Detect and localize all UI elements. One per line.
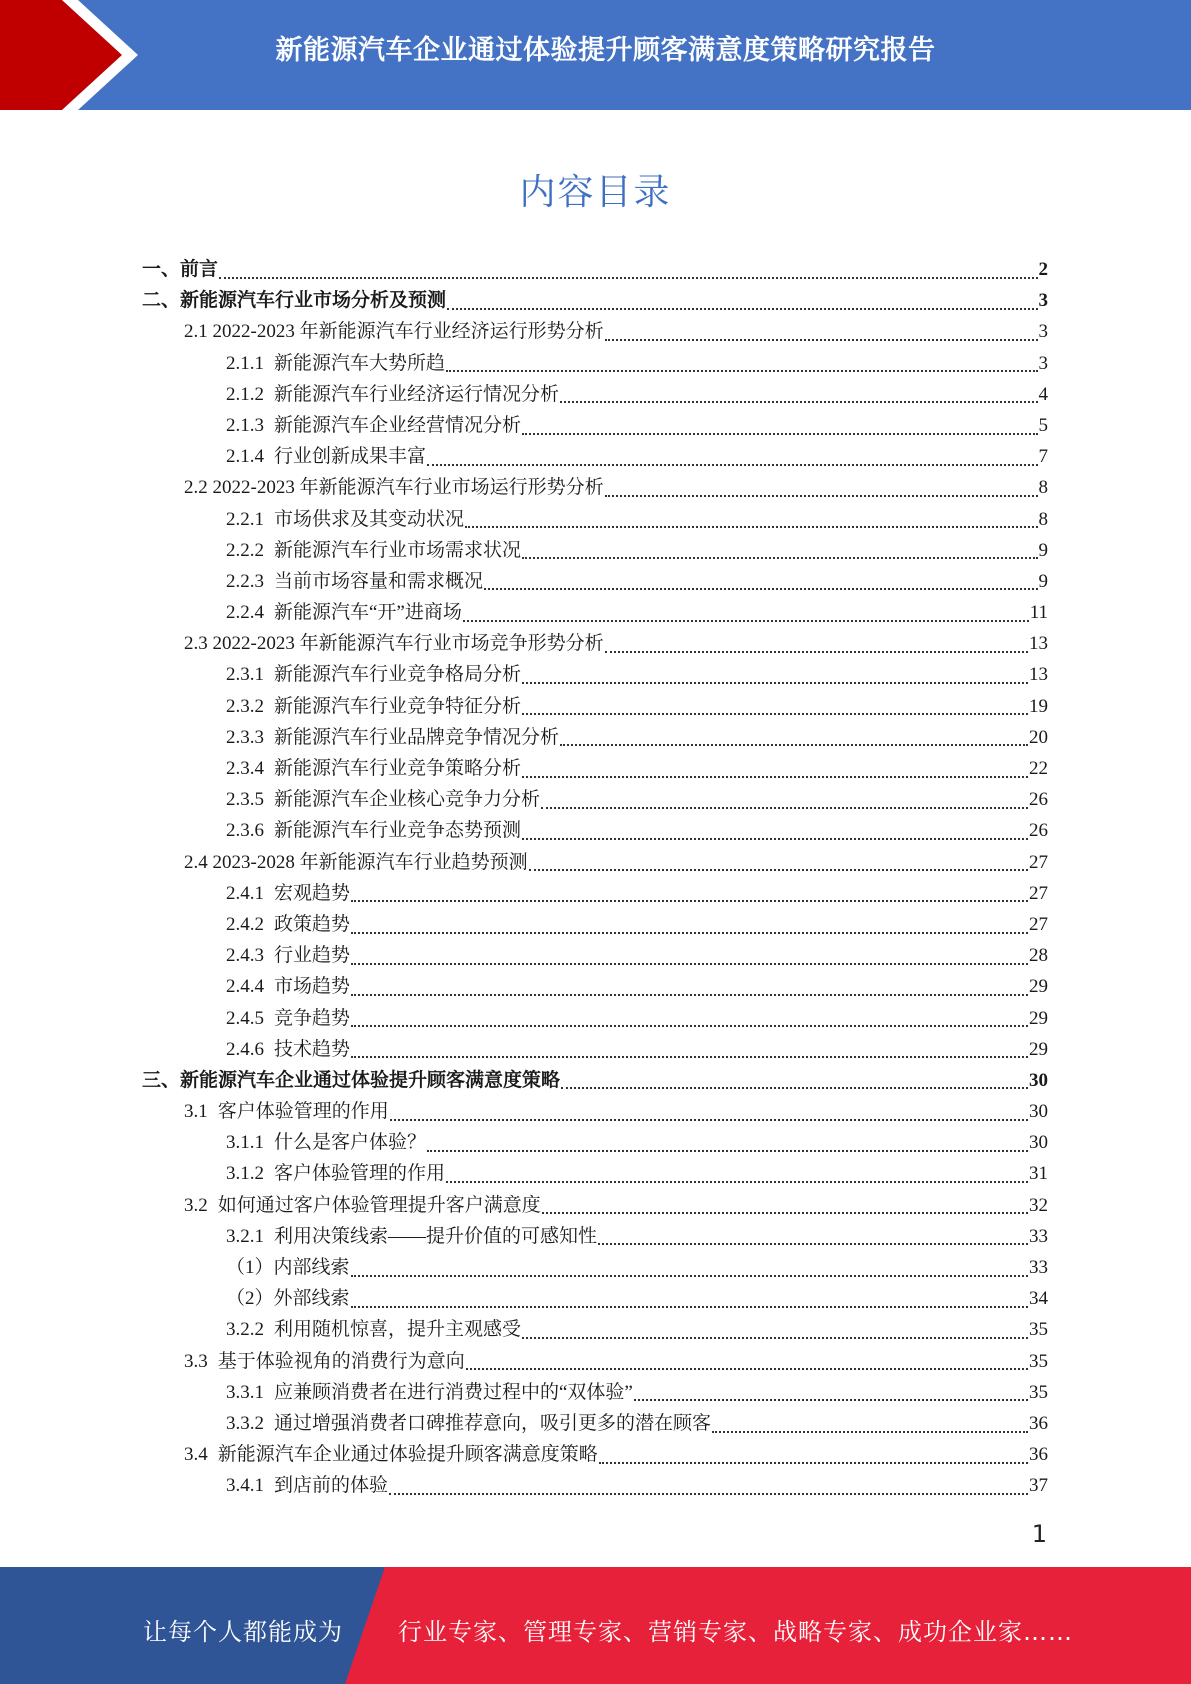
toc-entry-title bbox=[226, 1470, 388, 1501]
toc-leader-dots bbox=[598, 1243, 1028, 1245]
toc-entry-number: 3.2.2 bbox=[226, 1319, 264, 1341]
toc-entry-page: 9 bbox=[1038, 570, 1048, 592]
toc-leader-dots bbox=[351, 1306, 1028, 1308]
toc-entry[interactable] bbox=[142, 535, 1048, 566]
toc-entry[interactable] bbox=[142, 348, 1048, 379]
toc-entry[interactable] bbox=[142, 285, 1048, 316]
toc-entry-number: 2.2.2 bbox=[226, 539, 264, 561]
toc-entry-page: 3 bbox=[1038, 290, 1048, 312]
toc-entry-label: 利用随机惊喜，提升主观感受 bbox=[274, 1319, 522, 1341]
toc-leader-dots bbox=[351, 994, 1028, 996]
toc-entry-number: 2.1.4 bbox=[226, 446, 264, 468]
toc-entry-page: 37 bbox=[1029, 1475, 1048, 1497]
toc-entry-label: 新能源汽车企业经营情况分析 bbox=[274, 414, 522, 436]
toc-leader-dots bbox=[427, 1150, 1028, 1152]
toc-entry[interactable] bbox=[142, 441, 1048, 472]
toc-leader-dots bbox=[351, 932, 1028, 934]
toc-entry-label: 2.1 2022-2023 年新能源汽车行业经济运行形势分析 bbox=[184, 321, 604, 343]
toc-entry[interactable] bbox=[142, 815, 1048, 846]
toc-leader-dots bbox=[561, 1087, 1028, 1089]
toc-entry-page: 9 bbox=[1038, 539, 1048, 561]
toc-entry-label: 当前市场容量和需求概况 bbox=[274, 570, 484, 592]
toc-entry-title bbox=[226, 1314, 521, 1345]
toc-entry-label: 到店前的体验 bbox=[274, 1475, 389, 1497]
toc-entry[interactable] bbox=[142, 909, 1048, 940]
toc-leader-dots bbox=[351, 900, 1028, 902]
toc-leader-dots bbox=[351, 963, 1028, 965]
toc-entry-label: 市场供求及其变动状况 bbox=[274, 508, 465, 530]
toc-entry-page: 30 bbox=[1029, 1069, 1048, 1091]
toc-entry-page: 26 bbox=[1029, 820, 1048, 842]
toc-entry[interactable] bbox=[142, 940, 1048, 971]
toc-entry-number: 2.4.6 bbox=[226, 1038, 264, 1060]
toc-entry-label: 客户体验管理的作用 bbox=[274, 1163, 446, 1185]
toc-leader-dots bbox=[466, 1368, 1028, 1370]
toc-entry-page: 26 bbox=[1029, 789, 1048, 811]
toc-entry-number: 2.2.1 bbox=[226, 508, 264, 530]
toc-entry-title bbox=[226, 815, 521, 846]
toc-entry-title bbox=[142, 285, 446, 316]
toc-entry-number: 3.3 bbox=[184, 1350, 208, 1372]
toc-entry-number: 2.1.1 bbox=[226, 352, 264, 374]
toc-entry-page: 29 bbox=[1029, 1038, 1048, 1060]
toc-entry-page: 8 bbox=[1038, 477, 1048, 499]
toc-entry-title bbox=[226, 566, 483, 597]
toc-entry-number: 2.1.2 bbox=[226, 383, 264, 405]
toc-entry-page: 31 bbox=[1029, 1163, 1048, 1185]
toc-entry-label: 应兼顾消费者在进行消费过程中的“双体验” bbox=[274, 1381, 633, 1403]
toc-leader-dots bbox=[484, 588, 1037, 590]
toc-entry-page: 11 bbox=[1029, 602, 1048, 624]
toc-entry-title bbox=[184, 1439, 598, 1470]
toc-entry-page: 19 bbox=[1029, 695, 1048, 717]
toc-entry-title bbox=[184, 472, 604, 503]
toc-entry-label: 新能源汽车行业品牌竞争情况分析 bbox=[274, 726, 560, 748]
toc-leader-dots bbox=[542, 1212, 1028, 1214]
toc-entry-label: （2）外部线索 bbox=[226, 1288, 350, 1310]
toc-entry-page: 13 bbox=[1029, 664, 1048, 686]
toc-entry-title bbox=[226, 691, 521, 722]
toc-entry-title bbox=[226, 1034, 350, 1065]
toc-entry[interactable] bbox=[142, 628, 1048, 659]
toc-leader-dots bbox=[390, 1119, 1028, 1121]
toc-entry-title bbox=[226, 940, 350, 971]
toc-entry-number: 2.4.2 bbox=[226, 913, 264, 935]
toc-leader-dots bbox=[463, 620, 1029, 622]
toc-entry-page: 34 bbox=[1029, 1288, 1048, 1310]
toc-entry-number: 3.2.1 bbox=[226, 1225, 264, 1247]
toc-leader-dots bbox=[529, 869, 1028, 871]
toc-entry[interactable] bbox=[142, 1283, 1048, 1314]
toc-entry-page: 4 bbox=[1038, 383, 1048, 405]
toc-entry-number: 3.1.2 bbox=[226, 1163, 264, 1185]
toc-entry-label: 新能源汽车企业核心竞争力分析 bbox=[274, 789, 541, 811]
toc-entry[interactable] bbox=[142, 1439, 1048, 1470]
toc-entry-number: 2.3.5 bbox=[226, 789, 264, 811]
toc-entry-number: 3.1.1 bbox=[226, 1132, 264, 1154]
toc-leader-dots bbox=[605, 651, 1028, 653]
toc-entry[interactable] bbox=[142, 1190, 1048, 1221]
toc-leader-dots bbox=[446, 370, 1037, 372]
toc-entry[interactable] bbox=[142, 1096, 1048, 1127]
toc-leader-dots bbox=[351, 1025, 1028, 1027]
toc-leader-dots bbox=[522, 776, 1028, 778]
toc-leader-dots bbox=[447, 308, 1037, 310]
toc-leader-dots bbox=[522, 713, 1028, 715]
toc-entry-title bbox=[226, 1283, 350, 1314]
toc-entry[interactable] bbox=[142, 1346, 1048, 1377]
toc-entry-number: 2.4.5 bbox=[226, 1007, 264, 1029]
toc-leader-dots bbox=[522, 557, 1037, 559]
toc-leader-dots bbox=[522, 1337, 1028, 1339]
toc-leader-dots bbox=[634, 1399, 1028, 1401]
toc-entry[interactable] bbox=[142, 1158, 1048, 1189]
toc-entry[interactable] bbox=[142, 379, 1048, 410]
toc-entry-title bbox=[226, 504, 464, 535]
toc-entry-title bbox=[226, 659, 521, 690]
toc-entry[interactable] bbox=[142, 504, 1048, 535]
footer-slogan-right: 行业专家、管理专家、营销专家、战略专家、成功企业家…… bbox=[398, 1618, 1073, 1646]
toc-entry-page: 36 bbox=[1029, 1444, 1048, 1466]
toc-entry-label: 2.2 2022-2023 年新能源汽车行业市场运行形势分析 bbox=[184, 477, 604, 499]
toc-entry-label: 基于体验视角的消费行为意向 bbox=[217, 1350, 465, 1372]
toc-entry-title bbox=[184, 316, 604, 347]
toc-entry-label: 政策趋势 bbox=[274, 913, 351, 935]
toc-entry-label: 宏观趋势 bbox=[274, 882, 351, 904]
toc-entry[interactable] bbox=[142, 1314, 1048, 1345]
toc-leader-dots bbox=[465, 526, 1037, 528]
toc-entry-number: 3.1 bbox=[184, 1101, 208, 1123]
toc-entry-number: 2.3.4 bbox=[226, 758, 264, 779]
toc-entry[interactable] bbox=[142, 1470, 1048, 1501]
toc-entry[interactable] bbox=[142, 847, 1048, 878]
toc-entry-title bbox=[226, 1408, 711, 1439]
toc-entry-page: 35 bbox=[1029, 1381, 1048, 1403]
toc-leader-dots bbox=[605, 495, 1038, 497]
toc-entry-title bbox=[226, 971, 350, 1002]
toc-entry-label: 2.4 2023-2028 年新能源汽车行业趋势预测 bbox=[184, 851, 528, 873]
toc-entry-number: 2.2.3 bbox=[226, 570, 264, 592]
toc-entry-label: 新能源汽车行业经济运行情况分析 bbox=[274, 383, 560, 405]
toc-entry-page: 7 bbox=[1038, 446, 1048, 468]
toc-entry-page: 28 bbox=[1029, 945, 1048, 967]
toc-entry-page: 13 bbox=[1029, 633, 1048, 655]
toc-entry[interactable] bbox=[142, 1408, 1048, 1439]
toc-entry-number: 2.1.3 bbox=[226, 414, 264, 436]
toc-entry-title bbox=[184, 1190, 541, 1221]
toc-entry-label: 2.3 2022-2023 年新能源汽车行业市场竞争形势分析 bbox=[184, 633, 604, 655]
toc-entry-page: 33 bbox=[1029, 1225, 1048, 1247]
toc-entry-title bbox=[226, 722, 559, 753]
toc-entry-page: 36 bbox=[1029, 1412, 1048, 1434]
toc-entry[interactable] bbox=[142, 753, 1048, 784]
toc-leader-dots bbox=[351, 1056, 1028, 1058]
toc-leader-dots bbox=[219, 277, 1037, 279]
toc-entry[interactable] bbox=[142, 597, 1048, 628]
toc-entry-page: 3 bbox=[1038, 321, 1048, 343]
toc-entry-title bbox=[226, 1252, 350, 1283]
toc-entry-label: 新能源汽车行业竞争特征分析 bbox=[274, 695, 522, 717]
toc-entry-title bbox=[142, 254, 218, 285]
toc-entry-label: 通过增强消费者口碑推荐意向，吸引更多的潜在顾客 bbox=[274, 1412, 712, 1434]
toc-entry-number: 3.3.2 bbox=[226, 1412, 264, 1434]
page-number: 1 bbox=[1031, 1520, 1047, 1548]
toc-entry-number: 3.3.1 bbox=[226, 1381, 264, 1403]
toc-entry[interactable] bbox=[142, 566, 1048, 597]
toc-entry-label: 二、新能源汽车行业市场分析及预测 bbox=[142, 290, 447, 312]
toc-leader-dots bbox=[446, 1181, 1028, 1183]
toc-entry[interactable] bbox=[142, 691, 1048, 722]
toc-leader-dots bbox=[522, 838, 1028, 840]
toc-entry-title bbox=[226, 1127, 426, 1158]
toc-entry-page: 29 bbox=[1029, 976, 1048, 998]
toc-entry-page: 27 bbox=[1029, 913, 1048, 935]
toc-leader-dots bbox=[522, 682, 1028, 684]
table-of-contents bbox=[142, 254, 1048, 1502]
toc-leader-dots bbox=[599, 1462, 1028, 1464]
toc-entry-title bbox=[226, 878, 350, 909]
toc-entry-number: 2.3.1 bbox=[226, 664, 264, 686]
toc-leader-dots bbox=[427, 464, 1037, 466]
toc-leader-dots bbox=[560, 401, 1037, 403]
toc-entry-label: 新能源汽车大势所趋 bbox=[274, 352, 446, 374]
toc-entry-number: 2.4.4 bbox=[226, 976, 264, 998]
toc-entry-title bbox=[226, 1158, 445, 1189]
toc-entry-page: 20 bbox=[1029, 726, 1048, 748]
toc-entry-title bbox=[184, 847, 528, 878]
toc-entry[interactable] bbox=[142, 316, 1048, 347]
toc-entry[interactable] bbox=[142, 1252, 1048, 1283]
toc-entry[interactable] bbox=[142, 784, 1048, 815]
toc-entry-title bbox=[184, 628, 604, 659]
toc-entry-page: 29 bbox=[1029, 1007, 1048, 1029]
toc-entry-label: 新能源汽车企业通过体验提升顾客满意度策略 bbox=[217, 1444, 598, 1466]
toc-entry-number: 3.2 bbox=[184, 1194, 208, 1216]
toc-entry-label: 竞争趋势 bbox=[274, 1007, 351, 1029]
toc-entry-title bbox=[226, 784, 540, 815]
toc-entry-label: 行业创新成果丰富 bbox=[274, 446, 427, 468]
toc-entry-number: 2.3.6 bbox=[226, 820, 264, 842]
header-banner bbox=[0, 0, 1191, 110]
toc-entry[interactable] bbox=[142, 1065, 1048, 1096]
toc-entry-page: 27 bbox=[1029, 851, 1048, 873]
toc-leader-dots bbox=[522, 433, 1037, 435]
toc-entry-title bbox=[226, 441, 426, 472]
toc-entry[interactable] bbox=[142, 1034, 1048, 1065]
toc-entry-label: 市场趋势 bbox=[274, 976, 351, 998]
footer-banner bbox=[0, 1567, 1191, 1684]
toc-leader-dots bbox=[541, 807, 1028, 809]
toc-leader-dots bbox=[712, 1431, 1028, 1433]
toc-entry-label: 技术趋势 bbox=[274, 1038, 351, 1060]
toc-entry-number: 2.3.3 bbox=[226, 726, 264, 748]
toc-entry-number: 2.2.4 bbox=[226, 602, 264, 624]
toc-entry-number: 2.3.2 bbox=[226, 695, 264, 717]
toc-entry[interactable] bbox=[142, 1003, 1048, 1034]
toc-entry-label: 新能源汽车行业竞争格局分析 bbox=[274, 664, 522, 686]
toc-entry-page: 8 bbox=[1038, 508, 1048, 530]
toc-leader-dots bbox=[351, 1275, 1028, 1277]
toc-entry-title bbox=[226, 410, 521, 441]
toc-entry-number: 3.4 bbox=[184, 1444, 208, 1466]
toc-entry-page: 32 bbox=[1029, 1194, 1048, 1216]
toc-entry-label: 如何通过客户体验管理提升客户满意度 bbox=[217, 1194, 541, 1216]
toc-entry[interactable] bbox=[142, 1377, 1048, 1408]
toc-entry-page: 30 bbox=[1029, 1101, 1048, 1123]
toc-entry-page: 5 bbox=[1038, 414, 1048, 436]
report-title: 新能源汽车企业通过体验提升顾客满意度策略研究报告 bbox=[275, 35, 936, 66]
toc-entry[interactable] bbox=[142, 254, 1048, 285]
toc-entry-page: 22 bbox=[1029, 758, 1048, 779]
toc-entry-label: 新能源汽车行业竞争策略分析 bbox=[274, 758, 522, 779]
toc-entry-label: 行业趋势 bbox=[274, 945, 351, 967]
toc-entry[interactable] bbox=[142, 659, 1048, 690]
toc-entry[interactable] bbox=[142, 722, 1048, 753]
toc-entry-number: 3.4.1 bbox=[226, 1475, 264, 1497]
toc-entry-label: 一、前言 bbox=[142, 259, 219, 280]
toc-leader-dots bbox=[560, 744, 1028, 746]
toc-entry[interactable] bbox=[142, 472, 1048, 503]
toc-entry[interactable] bbox=[142, 410, 1048, 441]
toc-entry[interactable] bbox=[142, 1221, 1048, 1252]
toc-entry-title bbox=[226, 1221, 597, 1252]
toc-entry-page: 30 bbox=[1029, 1132, 1048, 1154]
toc-entry[interactable] bbox=[142, 878, 1048, 909]
toc-entry-label: 新能源汽车“开”进商场 bbox=[274, 602, 462, 624]
toc-entry-title bbox=[226, 535, 521, 566]
toc-entry-title bbox=[184, 1096, 389, 1127]
toc-entry-title bbox=[226, 348, 445, 379]
toc-entry-title bbox=[226, 753, 521, 784]
toc-entry-title bbox=[226, 379, 559, 410]
toc-entry-number: 2.4.3 bbox=[226, 945, 264, 967]
toc-entry-label: 新能源汽车行业竞争态势预测 bbox=[274, 820, 522, 842]
toc-entry-page: 35 bbox=[1029, 1319, 1048, 1341]
toc-entry-page: 3 bbox=[1038, 352, 1048, 374]
toc-entry-title bbox=[226, 597, 462, 628]
toc-title: 内容目录 bbox=[519, 172, 672, 213]
toc-entry-title bbox=[142, 1065, 560, 1096]
toc-leader-dots bbox=[605, 339, 1038, 341]
toc-entry-page: 33 bbox=[1029, 1257, 1048, 1278]
toc-entry-label: 三、新能源汽车企业通过体验提升顾客满意度策略 bbox=[142, 1069, 561, 1091]
toc-entry-page: 35 bbox=[1029, 1350, 1048, 1372]
footer-slogan-left: 让每个人都能成为 bbox=[143, 1618, 343, 1646]
toc-leader-dots bbox=[389, 1493, 1028, 1495]
toc-entry[interactable] bbox=[142, 1127, 1048, 1158]
toc-entry-number: 2.4.1 bbox=[226, 882, 264, 904]
toc-entry-page: 27 bbox=[1029, 882, 1048, 904]
toc-entry-title bbox=[226, 909, 350, 940]
toc-entry-label: 什么是客户体验？ bbox=[274, 1132, 427, 1154]
toc-entry-label: 客户体验管理的作用 bbox=[217, 1101, 389, 1123]
toc-entry-page: 2 bbox=[1038, 259, 1048, 280]
toc-entry-title bbox=[184, 1346, 465, 1377]
toc-entry-title bbox=[226, 1003, 350, 1034]
toc-entry[interactable] bbox=[142, 971, 1048, 1002]
toc-entry-label: （1）内部线索 bbox=[226, 1257, 350, 1278]
toc-entry-label: 新能源汽车行业市场需求状况 bbox=[274, 539, 522, 561]
toc-entry-label: 利用决策线索——提升价值的可感知性 bbox=[274, 1225, 598, 1247]
toc-entry-title bbox=[226, 1377, 633, 1408]
